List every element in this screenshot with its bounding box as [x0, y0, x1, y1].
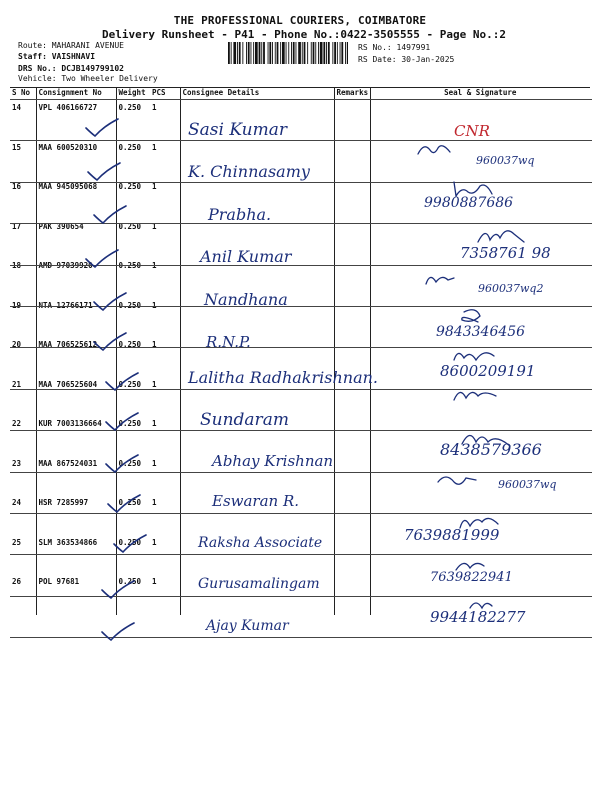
vehicle-label: Vehicle: Two Wheeler Delivery: [18, 74, 158, 83]
row-sno: 15: [10, 141, 36, 181]
barcode-bar: [332, 42, 333, 64]
barcode-bar: [341, 42, 343, 64]
barcode-bar: [272, 42, 273, 64]
row-pcs: 1: [150, 220, 180, 260]
barcode-bar: [328, 42, 330, 64]
rs-date: RS Date: 30-Jan-2025: [358, 55, 455, 64]
row-consignment-no: NTA 12766171: [36, 299, 116, 339]
row-remarks-cell: [334, 496, 370, 536]
handwritten-consignee-name: Raksha Associate: [198, 535, 323, 551]
row-sno: 24: [10, 496, 36, 536]
row-weight: 0.250: [118, 103, 142, 112]
barcode-bar: [304, 42, 306, 64]
barcode-bar: [233, 42, 236, 64]
row-remarks-cell: [334, 417, 370, 457]
signature-scrawl: [458, 308, 514, 330]
col-header-signature: Seal & Signature: [370, 88, 590, 100]
signature-scrawl: [424, 268, 480, 290]
barcode-bar: [345, 42, 346, 64]
check-mark-icon: [92, 203, 128, 225]
handwritten-consignee-name: Gurusamalingam: [198, 576, 320, 592]
row-pcs: 1: [150, 299, 180, 339]
check-mark-icon: [104, 452, 140, 474]
handwritten-consignee-name: R.N.P.: [206, 333, 251, 351]
row-pcs: 1: [150, 259, 180, 299]
row-pcs: 1: [150, 338, 180, 378]
signature-scrawl: [476, 224, 532, 246]
col-header-sno: S No: [10, 88, 36, 100]
check-mark-icon: [104, 370, 140, 392]
check-mark-icon: [84, 247, 120, 269]
row-pcs: 1: [150, 100, 180, 141]
route-label: Route: MAHARANI AVENUE: [18, 41, 124, 50]
row-consignment-no: HSR 7285997: [36, 496, 116, 536]
check-mark-icon: [92, 330, 128, 352]
barcode-bar: [291, 42, 292, 64]
check-mark-icon: [112, 532, 148, 554]
runsheet-subtitle: Delivery Runsheet - P41 - Phone No.:0422-3505555 - Page No.:2: [102, 28, 506, 41]
handwritten-phone-number: 9980887686: [424, 195, 514, 211]
barcode-bar: [347, 42, 348, 64]
handwritten-phone-number: 960037wq2: [478, 282, 544, 295]
row-weight: 0.250: [118, 379, 142, 389]
row-weight: 0.250: [118, 182, 142, 191]
row-weight: 0.250: [118, 261, 142, 270]
barcode-image: [228, 42, 348, 64]
row-divider: [10, 99, 592, 100]
company-title: THE PROFESSIONAL COURIERS, COIMBATORE: [173, 14, 427, 27]
barcode-bar: [320, 42, 323, 64]
row-pcs: 1: [150, 457, 180, 497]
barcode-bar: [340, 42, 341, 64]
barcode-bar: [313, 42, 315, 64]
barcode-bar: [307, 42, 308, 64]
barcode-bar: [323, 42, 325, 64]
barcode-bar: [288, 42, 289, 64]
row-sno: 19: [10, 299, 36, 339]
barcode-bar: [326, 42, 327, 64]
row-sno: 21: [10, 378, 36, 418]
row-consignment-no: POL 97681: [36, 575, 116, 615]
barcode-bar: [296, 42, 297, 64]
row-consignment-no: VPL 406166727: [36, 100, 116, 141]
barcode-bar: [255, 42, 258, 64]
col-header-remarks: Remarks: [334, 88, 370, 100]
barcode-bar: [315, 42, 316, 64]
signature-scrawl: [436, 472, 492, 494]
check-mark-icon: [92, 290, 128, 312]
row-consignment-no: MAA 600520310: [36, 141, 116, 181]
barcode-bar: [298, 42, 301, 64]
barcode-bar: [311, 42, 312, 64]
row-consignment-no: MAA 945095068: [36, 180, 116, 220]
row-remarks-cell: [334, 457, 370, 497]
check-mark-icon: [84, 116, 120, 138]
row-pcs: 1: [150, 141, 180, 181]
row-weight: 0.250: [118, 577, 142, 586]
handwritten-phone-number: 960037wq: [476, 154, 535, 167]
barcode-bar: [318, 42, 319, 64]
col-header-weight: Weight: [116, 88, 150, 100]
row-divider: [10, 140, 592, 141]
barcode-bar: [275, 42, 276, 64]
remarks-stamp: CNR: [454, 122, 490, 140]
barcode-bar: [293, 42, 295, 64]
row-pcs: 1: [150, 378, 180, 418]
handwritten-phone-number: 7358761 98: [460, 244, 551, 262]
row-pcs: 1: [150, 536, 180, 576]
row-consignment-no: PAK 390654: [36, 220, 116, 260]
barcode-bar: [269, 42, 271, 64]
row-weight: 0.250: [118, 142, 142, 152]
handwritten-consignee-name: Ajay Kumar: [206, 618, 289, 634]
barcode-bar: [239, 42, 241, 64]
barcode-bar: [228, 42, 230, 64]
handwritten-phone-number: 9843346456: [436, 324, 526, 340]
handwritten-phone-number: 8438579366: [440, 440, 542, 459]
col-header-consignment: Consignment No: [36, 88, 116, 100]
row-pcs: 1: [150, 496, 180, 536]
handwritten-consignee-name: Prabha.: [208, 205, 272, 224]
handwritten-consignee-name: Sasi Kumar: [188, 120, 288, 140]
handwritten-consignee-name: K. Chinnasamy: [188, 162, 310, 181]
handwritten-consignee-name: Eswaran R.: [212, 492, 300, 510]
row-divider: [10, 637, 592, 638]
table-header-row: [10, 88, 590, 100]
barcode-bar: [280, 42, 281, 64]
check-mark-icon: [86, 160, 122, 182]
row-sno: 17: [10, 220, 36, 260]
row-remarks-cell: [334, 100, 370, 141]
row-consignment-no: MAA 706525604: [36, 378, 116, 418]
row-sno: 16: [10, 180, 36, 220]
row-divider: [10, 472, 592, 473]
barcode-bar: [253, 42, 254, 64]
row-pcs: 1: [150, 575, 180, 615]
signature-scrawl: [458, 512, 514, 534]
row-sno: 20: [10, 338, 36, 378]
row-weight: 0.250: [118, 300, 142, 310]
row-remarks-cell: [334, 220, 370, 260]
row-remarks-cell: [334, 575, 370, 615]
row-weight: 0.250: [118, 537, 142, 547]
check-mark-icon: [100, 578, 136, 600]
signature-scrawl: [416, 140, 472, 162]
row-weight: 0.250: [118, 498, 142, 507]
barcode-bar: [237, 42, 238, 64]
handwritten-phone-number: 7639822941: [430, 570, 513, 585]
row-consignment-no: MAA 706525612: [36, 338, 116, 378]
row-weight: 0.250: [118, 221, 142, 231]
row-consignment-no: KUR 7003136664: [36, 417, 116, 457]
handwritten-consignee-name: Anil Kumar: [200, 247, 292, 266]
drs-label: DRS No.: DCJB149799102: [18, 64, 124, 73]
row-remarks-cell: [334, 299, 370, 339]
signature-scrawl: [460, 428, 516, 450]
handwritten-consignee-name: Abhay Krishnan: [212, 452, 334, 470]
signature-scrawl: [452, 178, 508, 200]
row-pcs: 1: [150, 417, 180, 457]
row-pcs: 1: [150, 180, 180, 220]
row-sno: 23: [10, 457, 36, 497]
row-sno: 25: [10, 536, 36, 576]
check-mark-icon: [100, 620, 136, 642]
staff-label: Staff: VAISHNAVI: [18, 52, 96, 61]
barcode-bar: [282, 42, 285, 64]
signature-scrawl: [454, 556, 510, 578]
barcode-bar: [302, 42, 303, 64]
row-remarks-cell: [334, 141, 370, 181]
handwritten-phone-number: 7639881999: [404, 526, 500, 544]
check-mark-icon: [104, 410, 140, 432]
handwritten-consignee-name: Nandhana: [204, 290, 288, 309]
barcode-bar: [259, 42, 261, 64]
barcode-bar: [277, 42, 279, 64]
barcode-bar: [251, 42, 252, 64]
barcode-bar: [337, 42, 338, 64]
signature-scrawl: [468, 596, 524, 618]
row-weight: 0.250: [118, 340, 142, 349]
handwritten-phone-number: 9944182277: [430, 608, 526, 626]
row-consignment-no: SLM 363534866: [36, 536, 116, 576]
barcode-bar: [261, 42, 262, 64]
col-header-pcs: PCS: [150, 88, 180, 100]
row-consignment-no: AMD 97039920: [36, 259, 116, 299]
barcode-bar: [246, 42, 247, 64]
row-sno: 22: [10, 417, 36, 457]
barcode-bar: [334, 42, 336, 64]
row-sno: 14: [10, 100, 36, 141]
barcode-bar: [268, 42, 269, 64]
row-weight: 0.250: [118, 419, 142, 428]
barcode-bar: [263, 42, 265, 64]
handwritten-phone-number: 960037wq: [498, 478, 557, 491]
barcode-bar: [242, 42, 243, 64]
row-remarks-cell: [334, 180, 370, 220]
barcode-bar: [286, 42, 287, 64]
row-weight: 0.250: [118, 458, 142, 468]
row-consignment-no: MAA 867524031: [36, 457, 116, 497]
col-header-consignee: Consignee Details: [180, 88, 334, 100]
signature-scrawl: [452, 384, 508, 406]
barcode-bar: [248, 42, 250, 64]
barcode-bar: [231, 42, 232, 64]
row-sno: 18: [10, 259, 36, 299]
rs-number: RS No.: 1497991: [358, 43, 431, 52]
signature-scrawl: [452, 346, 508, 368]
handwritten-phone-number: 8600209191: [440, 362, 536, 380]
handwritten-consignee-name: Sundaram: [200, 410, 289, 430]
row-sno: 26: [10, 575, 36, 615]
check-mark-icon: [106, 492, 142, 514]
handwritten-consignee-name: Lalitha Radhakrishnan.: [188, 368, 379, 387]
